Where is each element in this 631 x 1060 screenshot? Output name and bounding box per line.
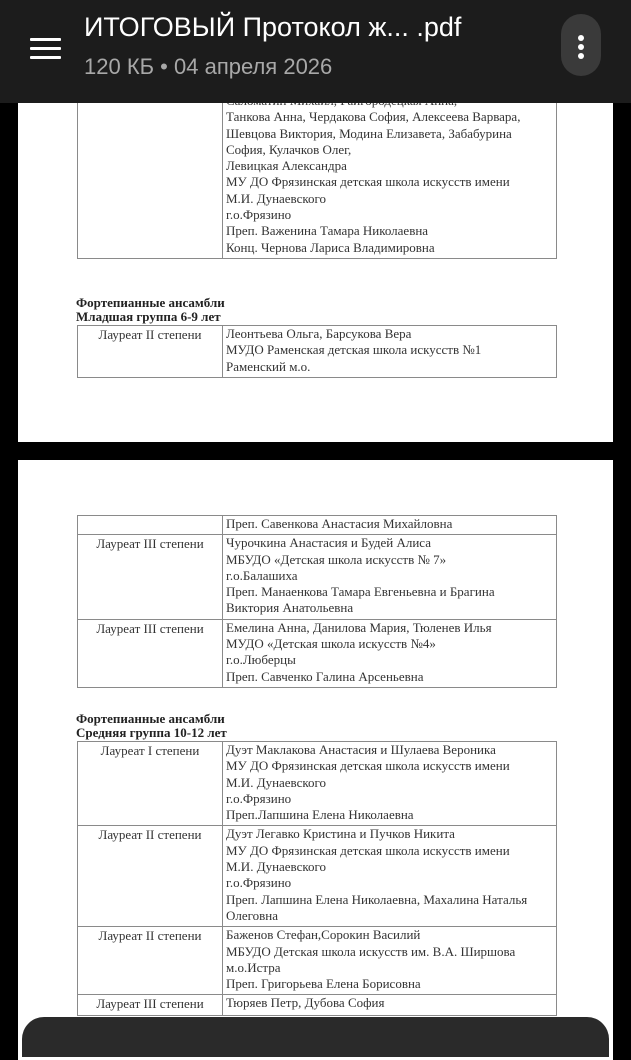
cell-line: г.о.Фрязино [226,207,292,223]
cell-line: Танкова Анна, Чердакова София, Алексеева Варвара, [226,109,521,125]
award-cell [78,516,223,535]
table-row [78,826,557,927]
cell-line: Шевцова Виктория, Модина Елизавета, Забабурина [226,125,512,141]
cell-line: Преп. Лапшина Елена Николаевна, Махалина Наталья [226,891,528,907]
participant-cell [223,619,557,687]
cell-line: МУДО «Детская школа искусств №4» [226,636,436,652]
award-cell: Лауреат I степени [78,742,223,826]
hamburger-menu-icon[interactable] [30,38,61,60]
cell-line: М.И. Дунаевского [226,859,327,875]
cell-line: Чурочкина Анастасия и Будей Алиса [226,535,432,551]
cell-line: МБУДО «Детская школа искусств № 7» [226,551,447,567]
menu-line [30,56,61,59]
cell-line: София, Кулачков Олег, [226,141,352,157]
bottom-sheet[interactable] [22,1017,609,1057]
cell-line: Преп. Савченко Галина Арсеньевна [226,668,424,684]
cell-line: Преп. Григорьева Елена Борисовна [226,976,421,992]
participant-cell [223,93,557,259]
section-category: Фортепианные ансамбли [76,711,225,726]
participant-cell [223,516,557,535]
section-group: Младшая группа 6-9 лет [76,309,221,324]
cell-line: Раменский м.о. [226,358,311,374]
cell-line: м.о.Истра [226,959,281,975]
award-cell: Лауреат II степени [78,326,223,378]
cell-line: МБУДО Детская школа искусств им. В.А. Ширшова [226,943,516,959]
more-vert-icon [578,44,584,50]
participant-cell [223,826,557,927]
table-row [78,742,557,826]
participant-cell [223,535,557,619]
cell-line: Тюряев Петр, Дубова София [226,995,385,1011]
award-cell: Лауреат III степени [78,619,223,687]
award-cell [78,93,223,259]
cell-line: Преп. Манаенкова Тамара Евгеньевна и Брагина [226,584,495,600]
results-table-continued [77,92,557,259]
cell-line: г.о.Фрязино [226,790,292,806]
award-cell: Лауреат III степени [78,995,223,1015]
table-row [78,326,557,378]
cell-line: Преп. Савенкова Анастасия Михайловна [226,516,453,531]
cell-line: Конц. Чернова Лариса Владимировна [226,239,435,255]
cell-line: Баженов Стефан,Сорокин Василий [226,927,421,943]
award-cell: Лауреат II степени [78,826,223,927]
cell-line: Виктория Анатольевна [226,600,354,616]
section-heading [76,296,225,324]
document-title: ИТОГОВЫЙ Протокол ж... .pdf [84,12,462,42]
more-options-button[interactable] [561,14,601,76]
cell-line: МУ ДО Фрязинская детская школа искусств имени [226,842,510,858]
cell-line: МУ ДО Фрязинская детская школа искусств имени [226,174,510,190]
results-table [77,325,557,378]
participant-cell [223,742,557,826]
cell-line: Дуэт Маклакова Анастасия и Шулаева Вероника [226,742,496,757]
cell-line: г.о.Балашиха [226,567,298,583]
table-row [78,619,557,687]
cell-line: г.о.Фрязино [226,875,292,891]
menu-line [30,47,61,50]
cell-line: Леонтьева Ольга, Барсукова Вера [226,326,412,341]
more-vert-icon [578,53,584,59]
section-group: Средняя группа 10-12 лет [76,725,227,740]
cell-line: Левицкая Александра [226,158,347,174]
cell-line: МУДО Раменская детская школа искусств №1 [226,342,482,358]
results-table [77,741,557,1016]
app-bar [0,0,631,103]
cell-line: Олеговна [226,907,279,923]
pdf-page-1[interactable] [18,60,613,442]
table-row [78,535,557,619]
cell-line: Преп.Лапшина Елена Николаевна [226,807,414,823]
award-cell: Лауреат III степени [78,535,223,619]
section-category: Фортепианные ансамбли [76,295,225,310]
participant-cell [223,995,557,1015]
award-cell: Лауреат II степени [78,927,223,995]
cell-line: Дуэт Легавко Кристина и Пучков Никита [226,826,455,842]
participant-cell [223,326,557,378]
pdf-page-2[interactable] [18,460,613,1060]
more-vert-icon [578,35,584,41]
cell-line: М.И. Дунаевского [226,190,327,206]
table-row [78,927,557,995]
participant-cell [223,927,557,995]
cell-line: Емелина Анна, Данилова Мария, Тюленев Илья [226,619,492,635]
table-row [78,995,557,1015]
cell-line: г.о.Люберцы [226,652,296,668]
cell-line: Преп. Важенина Тамара Николаевна [226,223,429,239]
cell-line: МУ ДО Фрязинская детская школа искусств имени [226,758,510,774]
document-meta: 120 КБ • 04 апреля 2026 [84,54,333,79]
section-heading [76,712,227,740]
table-row [78,93,557,259]
menu-line [30,38,61,41]
cell-line: М.И. Дунаевского [226,774,327,790]
table-row [78,516,557,535]
results-table-continued [77,515,557,688]
